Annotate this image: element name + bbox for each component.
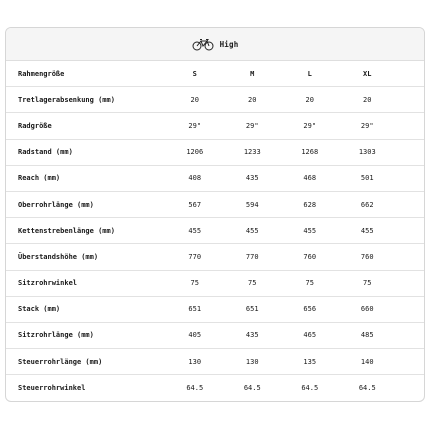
row-value: 770 [245,252,259,261]
row-label: Überstandshöhe (mm) [18,252,99,261]
row-label: Tretlagerabsenkung (mm) [18,95,115,104]
row-value: 135 [303,357,317,366]
table-row [6,218,424,244]
table-title: High [219,39,239,49]
row-value: 140 [360,357,374,366]
table-row [6,140,424,166]
row-value: 130 [245,357,259,366]
geometry-table [5,27,425,402]
table-row [6,192,424,218]
row-value: 628 [303,200,317,209]
table-row [6,349,424,375]
row-value: 75 [363,279,372,288]
row-value: 29" [303,121,317,130]
row-label: Kettenstrebenlänge (mm) [18,226,115,235]
row-value: 485 [360,331,374,340]
row-label: Steuerrohrwinkel [18,384,86,393]
row-label: Reach (mm) [18,174,61,183]
row-value: 455 [360,226,374,235]
table-row [6,375,424,401]
bicycle-icon [192,38,214,51]
size-header: M [250,69,255,78]
row-label: Sitzrohrwinkel [18,279,78,288]
size-header: L [307,69,312,78]
row-value: 760 [360,252,374,261]
row-value: 770 [188,252,202,261]
row-value: 760 [303,252,317,261]
row-label: Steuerrohrlänge (mm) [18,357,103,366]
row-value: 75 [305,279,314,288]
row-value: 1268 [301,148,319,157]
row-value: 408 [188,174,202,183]
row-value: 651 [188,305,202,314]
size-header: S [192,69,197,78]
row-value: 75 [248,279,257,288]
row-value: 662 [360,200,374,209]
row-label: Radstand (mm) [18,148,73,157]
row-value: 594 [245,200,259,209]
row-value: 455 [188,226,202,235]
row-value: 1206 [186,148,204,157]
row-value: 435 [245,331,259,340]
row-value: 455 [303,226,317,235]
table-row [6,323,424,349]
table-header-row [6,61,424,87]
row-value: 20 [363,95,372,104]
table-row [6,166,424,192]
row-value: 64.5 [358,384,376,393]
row-value: 64.5 [186,384,204,393]
row-value: 656 [303,305,317,314]
row-value: 1233 [243,148,261,157]
row-value: 75 [190,279,199,288]
row-value: 29" [188,121,202,130]
row-label: Stack (mm) [18,305,61,314]
table-row [6,244,424,270]
table-row [6,87,424,113]
row-value: 468 [303,174,317,183]
table-title-bar [6,28,424,61]
row-value: 435 [245,174,259,183]
row-value: 455 [245,226,259,235]
row-value: 64.5 [301,384,319,393]
row-value: 64.5 [243,384,261,393]
row-value: 405 [188,331,202,340]
row-value: 1303 [358,148,376,157]
table-row [6,271,424,297]
row-label: Oberrohrlänge (mm) [18,200,94,209]
table-row [6,297,424,323]
row-value: 29" [360,121,374,130]
row-value: 29" [245,121,259,130]
table-row [6,113,424,139]
row-value: 660 [360,305,374,314]
row-value: 651 [245,305,259,314]
row-value: 501 [360,174,374,183]
row-value: 20 [305,95,314,104]
row-value: 20 [190,95,199,104]
size-header: XL [363,69,372,78]
row-label: Sitzrohrlänge (mm) [18,331,94,340]
row-value: 130 [188,357,202,366]
row-label: Radgröße [18,121,52,130]
row-value: 465 [303,331,317,340]
row-value: 20 [248,95,257,104]
row-value: 567 [188,200,202,209]
frame-size-header: Rahmengröße [18,69,65,78]
